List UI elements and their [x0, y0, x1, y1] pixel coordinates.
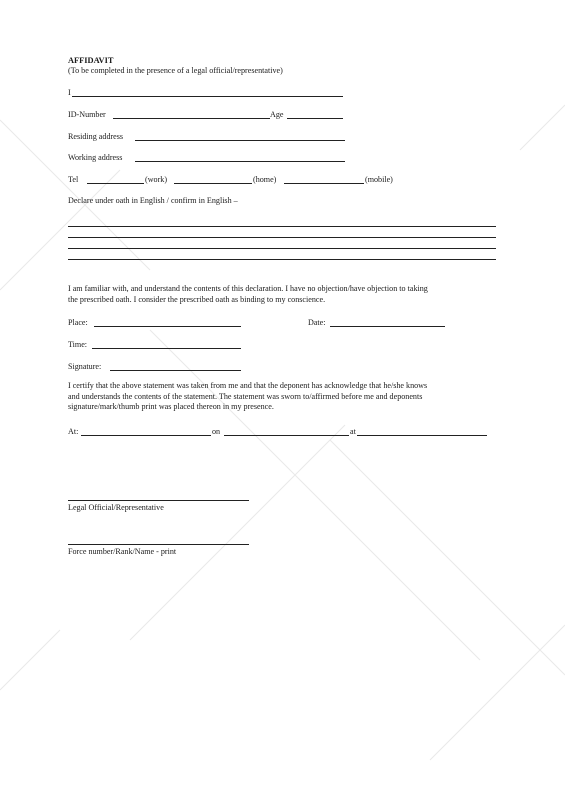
document-subtitle: (To be completed in the presence of a legal official/representative)	[68, 66, 283, 75]
tel-mobile-field[interactable]	[284, 183, 364, 184]
official-signature-field[interactable]	[68, 500, 249, 501]
place-label: Place:	[68, 318, 88, 327]
working-address-label: Working address	[68, 153, 123, 162]
at-time-field[interactable]	[357, 435, 487, 436]
name-field[interactable]	[72, 96, 343, 97]
tel-home-field[interactable]	[174, 183, 252, 184]
certify-line-2: and understands the contents of the statement. The statement was sworn to/affirmed before me and deponents	[68, 391, 423, 401]
familiar-line-2: the prescribed oath. I consider the prescribed oath as binding to my conscience.	[68, 294, 326, 304]
certify-line-1: I certify that the above statement was taken from me and that the deponent has acknowledge that he/she knows	[68, 381, 428, 390]
signature-label: Signature:	[68, 362, 102, 371]
familiar-paragraph	[68, 284, 498, 305]
declaration-line-3[interactable]	[68, 248, 496, 249]
on-label: on	[212, 427, 221, 436]
tel-label: Tel	[68, 175, 79, 184]
declaration-line-1[interactable]	[68, 226, 496, 227]
date-field[interactable]	[330, 326, 445, 327]
age-field[interactable]	[287, 118, 343, 119]
time-field[interactable]	[92, 348, 241, 349]
working-address-field[interactable]	[135, 161, 345, 162]
tel-work-field[interactable]	[87, 183, 144, 184]
declaration-line-2[interactable]	[68, 237, 496, 238]
place-field[interactable]	[94, 326, 241, 327]
at-time-label: at	[350, 427, 356, 436]
declare-text: Declare under oath in English / confirm in English –	[68, 196, 238, 205]
residing-address-field[interactable]	[135, 140, 345, 141]
time-label: Time:	[68, 340, 88, 349]
work-label: (work)	[145, 175, 168, 184]
age-label: Age	[270, 110, 284, 119]
date-label: Date:	[308, 318, 326, 327]
id-number-label: ID-Number	[68, 110, 106, 119]
home-label: (home)	[253, 175, 277, 184]
residing-address-label: Residing address	[68, 132, 124, 141]
official-label: Legal Official/Representative	[68, 503, 164, 512]
id-number-field[interactable]	[113, 118, 270, 119]
on-date-field[interactable]	[224, 435, 349, 436]
i-label: I	[68, 88, 71, 97]
at-place-field[interactable]	[81, 435, 211, 436]
familiar-line-1: I am familiar with, and understand the contents of this declaration. I have no objection/have objection to taking	[68, 284, 428, 293]
force-number-field[interactable]	[68, 544, 249, 545]
signature-field[interactable]	[110, 370, 241, 371]
certify-line-3: signature/mark/thumb print was placed thereon in my presence.	[68, 402, 274, 412]
force-number-label: Force number/Rank/Name - print	[68, 547, 177, 556]
document-title: AFFIDAVIT	[68, 56, 114, 65]
mobile-label: (mobile)	[365, 175, 393, 184]
certify-paragraph	[68, 381, 498, 413]
declaration-line-4[interactable]	[68, 259, 496, 260]
at-label: At:	[68, 427, 79, 436]
